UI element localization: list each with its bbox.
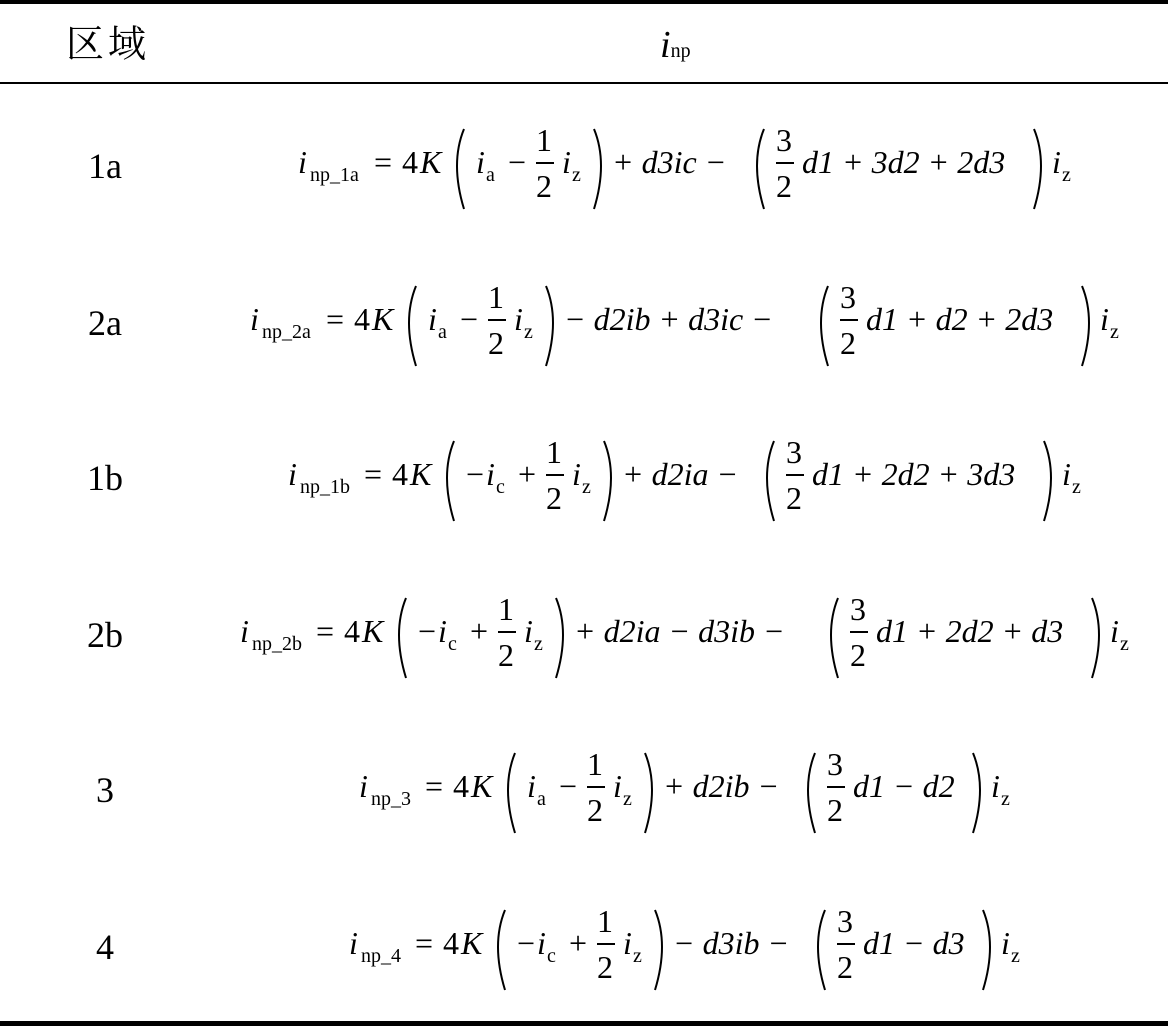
formula-K: K: [471, 768, 493, 804]
table-row: [0, 887, 1168, 1007]
formula-middle-terms: + d3ic −: [612, 144, 727, 180]
formula-subscript: z: [1011, 945, 1020, 967]
formula-operator: −: [418, 613, 437, 649]
right-paren: [983, 910, 990, 990]
row-formula: [210, 730, 1168, 850]
formula-inner-terms: d1 + 2d2 + d3: [876, 613, 1064, 649]
fraction-denominator: 2: [837, 949, 853, 985]
formula-coefficient: 4: [354, 301, 370, 337]
formula-symbol: i: [438, 613, 447, 649]
formula-subscript: c: [547, 945, 556, 967]
fraction-numerator: 1: [546, 434, 562, 470]
formula-subscript: c: [448, 633, 457, 655]
formula-symbol: i: [623, 925, 632, 961]
left-paren: [767, 441, 774, 521]
fraction-numerator: 1: [498, 591, 514, 627]
fraction-numerator: 3: [837, 903, 853, 939]
header-inp-subscript: np: [670, 40, 691, 62]
row-region-label: 4: [96, 927, 114, 967]
right-paren: [1092, 598, 1099, 678]
formula-coefficient: 4: [453, 768, 469, 804]
formula-coefficient: 4: [392, 456, 408, 492]
left-paren: [457, 129, 464, 209]
formula-coefficient: 4: [443, 925, 459, 961]
formula-inner-terms: d1 + 3d2 + 2d3: [802, 144, 1006, 180]
formula-operator: −: [517, 925, 536, 961]
row-formula: [210, 418, 1168, 538]
fraction-denominator: 2: [536, 168, 552, 204]
formula-symbol: i: [428, 301, 437, 337]
formula-K: K: [372, 301, 394, 337]
fraction-numerator: 3: [776, 122, 792, 158]
formula-subscript: z: [1120, 633, 1129, 655]
formula-symbol: i: [537, 925, 546, 961]
left-paren: [508, 753, 515, 833]
formula-subscript: a: [438, 321, 447, 343]
formula-symbol: i: [349, 925, 358, 961]
formula-svg: [349, 892, 1029, 1002]
formula-inner-terms: d1 + d2 + 2d3: [866, 301, 1054, 337]
header-inp: [660, 22, 691, 74]
formula-K: K: [461, 925, 483, 961]
right-paren: [655, 910, 662, 990]
fraction-denominator: 2: [850, 637, 866, 673]
right-paren: [594, 129, 601, 209]
right-paren: [1044, 441, 1051, 521]
formula-subscript: a: [486, 164, 495, 186]
row-region-label: 3: [96, 770, 114, 810]
formula-subscript: z: [572, 164, 581, 186]
formula-svg: [240, 580, 1138, 690]
formula-symbol: i: [359, 768, 368, 804]
table-row: [0, 106, 1168, 226]
formula-coefficient: 4: [344, 613, 360, 649]
fraction-denominator: 2: [498, 637, 514, 673]
formula-symbol: i: [298, 144, 307, 180]
formula-subscript: z: [633, 945, 642, 967]
header-inp-symbol: i: [660, 24, 671, 66]
table-row: [0, 575, 1168, 695]
right-paren: [973, 753, 980, 833]
fraction-denominator: 2: [597, 949, 613, 985]
row-formula: [210, 263, 1168, 383]
formula-subscript: np_4: [361, 945, 401, 967]
table-top-rule: [0, 0, 1168, 4]
formula-subscript: z: [1110, 321, 1119, 343]
fraction-numerator: 3: [827, 746, 843, 782]
formula-equals: =: [374, 144, 393, 180]
formula-operator: −: [460, 301, 479, 337]
table-bottom-rule: [0, 1021, 1168, 1026]
formula-symbol: i: [486, 456, 495, 492]
formula-symbol: i: [1110, 613, 1119, 649]
row-formula: [210, 106, 1168, 226]
left-paren: [399, 598, 406, 678]
formula-symbol: i: [288, 456, 297, 492]
fraction-numerator: 1: [536, 122, 552, 158]
formula-equals: =: [425, 768, 444, 804]
fraction-denominator: 2: [587, 792, 603, 828]
right-paren: [645, 753, 652, 833]
formula-operator: +: [569, 925, 588, 961]
formula-symbol: i: [572, 456, 581, 492]
formula-middle-terms: − d3ib −: [673, 925, 790, 961]
formula-subscript: np_1b: [300, 476, 350, 498]
fraction-numerator: 3: [786, 434, 802, 470]
formula-coefficient: 4: [402, 144, 418, 180]
row-formula: [210, 575, 1168, 695]
formula-subscript: z: [1062, 164, 1071, 186]
formula-subscript: z: [524, 321, 533, 343]
table-header-rule: [0, 82, 1168, 84]
row-formula: [210, 887, 1168, 1007]
formula-subscript: z: [623, 788, 632, 810]
fraction-denominator: 2: [546, 480, 562, 516]
header-region: 区域: [66, 24, 151, 66]
formula-subscript: np_2b: [252, 633, 302, 655]
left-paren: [409, 286, 416, 366]
fraction-denominator: 2: [786, 480, 802, 516]
formula-symbol: i: [240, 613, 249, 649]
formula-symbol: i: [1062, 456, 1071, 492]
fraction-numerator: 1: [488, 279, 504, 315]
formula-symbol: i: [250, 301, 259, 337]
right-paren: [546, 286, 553, 366]
formula-subscript: np_3: [371, 788, 411, 810]
formula-middle-terms: + d2ia −: [622, 456, 739, 492]
right-paren: [556, 598, 563, 678]
left-paren: [818, 910, 825, 990]
formula-subscript: z: [582, 476, 591, 498]
formula-equals: =: [415, 925, 434, 961]
left-paren: [808, 753, 815, 833]
formula-symbol: i: [991, 768, 1000, 804]
formula-operator: +: [470, 613, 489, 649]
table-row: [0, 263, 1168, 383]
formula-symbol: i: [1052, 144, 1061, 180]
formula-operator: −: [508, 144, 527, 180]
formula-svg: [288, 423, 1090, 533]
left-paren: [831, 598, 838, 678]
fraction-numerator: 3: [850, 591, 866, 627]
fraction-numerator: 1: [587, 746, 603, 782]
formula-subscript: z: [534, 633, 543, 655]
formula-inner-terms: d1 − d3: [863, 925, 965, 961]
row-region-label: 2b: [87, 615, 123, 655]
row-region-label: 2a: [88, 303, 122, 343]
formula-operator: +: [518, 456, 537, 492]
formula-subscript: z: [1072, 476, 1081, 498]
table-row: [0, 418, 1168, 538]
formula-subscript: z: [1001, 788, 1010, 810]
formula-subscript: c: [496, 476, 505, 498]
right-paren: [604, 441, 611, 521]
formula-equals: =: [316, 613, 335, 649]
fraction-denominator: 2: [488, 325, 504, 361]
formula-svg: [250, 268, 1128, 378]
formula-svg: [359, 735, 1019, 845]
formula-symbol: i: [1100, 301, 1109, 337]
fraction-denominator: 2: [827, 792, 843, 828]
fraction-numerator: 1: [597, 903, 613, 939]
formula-symbol: i: [613, 768, 622, 804]
formula-subscript: a: [537, 788, 546, 810]
formula-operator: −: [559, 768, 578, 804]
formula-subscript: np_2a: [262, 321, 311, 343]
formula-equals: =: [364, 456, 383, 492]
formula-symbol: i: [562, 144, 571, 180]
formula-inner-terms: d1 − d2: [853, 768, 955, 804]
left-paren: [821, 286, 828, 366]
formula-K: K: [410, 456, 432, 492]
table-row: [0, 730, 1168, 850]
formula-symbol: i: [1001, 925, 1010, 961]
fraction-numerator: 3: [840, 279, 856, 315]
left-paren: [447, 441, 454, 521]
formula-symbol: i: [524, 613, 533, 649]
formula-equals: =: [326, 301, 345, 337]
formula-middle-terms: + d2ia − d3ib −: [574, 613, 785, 649]
right-paren: [1082, 286, 1089, 366]
formula-middle-terms: − d2ib + d3ic −: [564, 301, 773, 337]
formula-symbol: i: [527, 768, 536, 804]
formula-svg: [298, 111, 1080, 221]
formula-K: K: [420, 144, 442, 180]
left-paren: [757, 129, 764, 209]
row-region-label: 1a: [88, 146, 122, 186]
formula-inner-terms: d1 + 2d2 + 3d3: [812, 456, 1016, 492]
right-paren: [1034, 129, 1041, 209]
formula-subscript: np_1a: [310, 164, 359, 186]
left-paren: [498, 910, 505, 990]
formula-symbol: i: [514, 301, 523, 337]
row-region-label: 1b: [87, 458, 123, 498]
fraction-denominator: 2: [840, 325, 856, 361]
fraction-denominator: 2: [776, 168, 792, 204]
formula-operator: −: [466, 456, 485, 492]
formula-middle-terms: + d2ib −: [663, 768, 780, 804]
formula-K: K: [362, 613, 384, 649]
formula-symbol: i: [476, 144, 485, 180]
